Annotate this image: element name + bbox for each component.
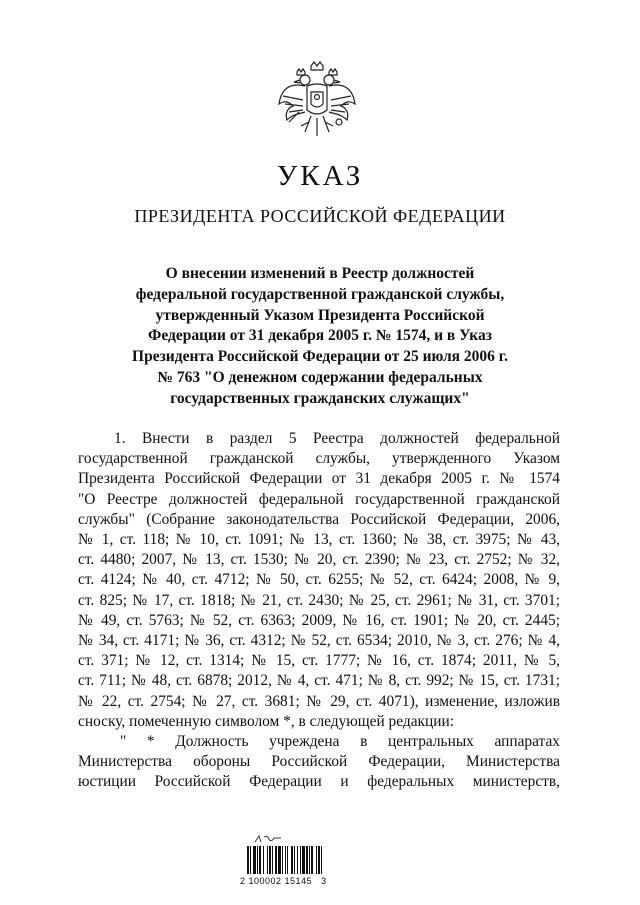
russian-coat-of-arms-emblem [275,60,359,144]
heading-line: О внесении изменений в Реестр должностей [165,265,475,282]
heading-line: Федерации от 31 декабря 2005 г. № 1574, и в Указ [148,327,492,345]
body-line: 1. Внести в раздел 5 Реестра должностей федеральной [114,430,560,447]
body-line: № 34, ст. 4171; № 36, ст. 4312; № 52, ст. 6534; 2010, № 3, ст. 276; № 4, [78,632,560,650]
body-line: Министерства обороны Российской Федерации, Министерства [78,753,560,771]
heading-line: № 763 "О денежном содержании федеральных [157,368,483,386]
barcode-number: 2 100002 15145 3 [240,876,327,886]
body-line: № 1, ст. 118; № 10, ст. 1091; № 13, ст. 1360; № 38, ст. 3975; № 43, [78,531,560,549]
heading-line: государственных гражданских служащих" [170,389,470,407]
decree-body [78,429,560,793]
heading-line: федеральной государственной гражданской службы, [135,285,505,303]
body-line: ст. 711; № 48, ст. 6878; 2012, № 4, ст. 471; № 8, ст. 992; № 15, ст. 1731; [78,672,560,690]
body-line: " * Должность учреждена в центральных аппаратах [120,733,560,751]
document-title: УКАЗ [276,160,364,192]
body-line: № 22, ст. 2754; № 27, ст. 3681; № 29, ст. 4071), изменение, изложив [78,692,560,710]
body-line: ст. 825; № 17, ст. 1818; № 21, ст. 2430; № 25, ст. 2961; № 31, ст. 3701; [78,591,560,609]
body-line: № 49, ст. 5763; № 52, ст. 6363; 2009, № 16, ст. 1901; № 20, ст. 2445; [78,611,560,629]
heading-line: утвержденный Указом Президента Российской [155,306,485,324]
barcode-image [246,846,356,874]
decree-heading [110,264,530,410]
body-line: ст. 4124; № 40, ст. 4712; № 50, ст. 6255; № 52, ст. 6424; 2008, № 9, [78,571,560,589]
body-line: ст. 371; № 12, ст. 1314; № 15, ст. 1777; № 16, ст. 1874; 2011, № 5, [78,652,560,670]
body-line: государственной гражданской службы, утвержденного Указом [78,450,560,468]
heading-line: Президента Российской Федерации от 25 июля 2006 г. [132,348,508,366]
document-subtitle: ПРЕЗИДЕНТА РОССИЙСКОЙ ФЕДЕРАЦИИ [134,206,506,226]
body-line: юстиции Российской Федерации и федеральных министерств, [78,773,560,791]
body-line: сноску, помеченную символом *, в следующей редакции: [78,712,455,730]
body-line: "О Реестре должностей федеральной государственной гражданской [78,490,560,508]
body-line: службы" (Собрание законодательства Российской Федерации, 2006, [78,510,560,528]
handwritten-mark [253,834,283,844]
body-line: Президента Российской Федерации от 31 декабря 2005 г. № 1574 [78,470,560,488]
body-line: ст. 4480; 2007, № 13, ст. 1530; № 20, ст. 2390; № 23, ст. 2752; № 32, [78,551,560,569]
